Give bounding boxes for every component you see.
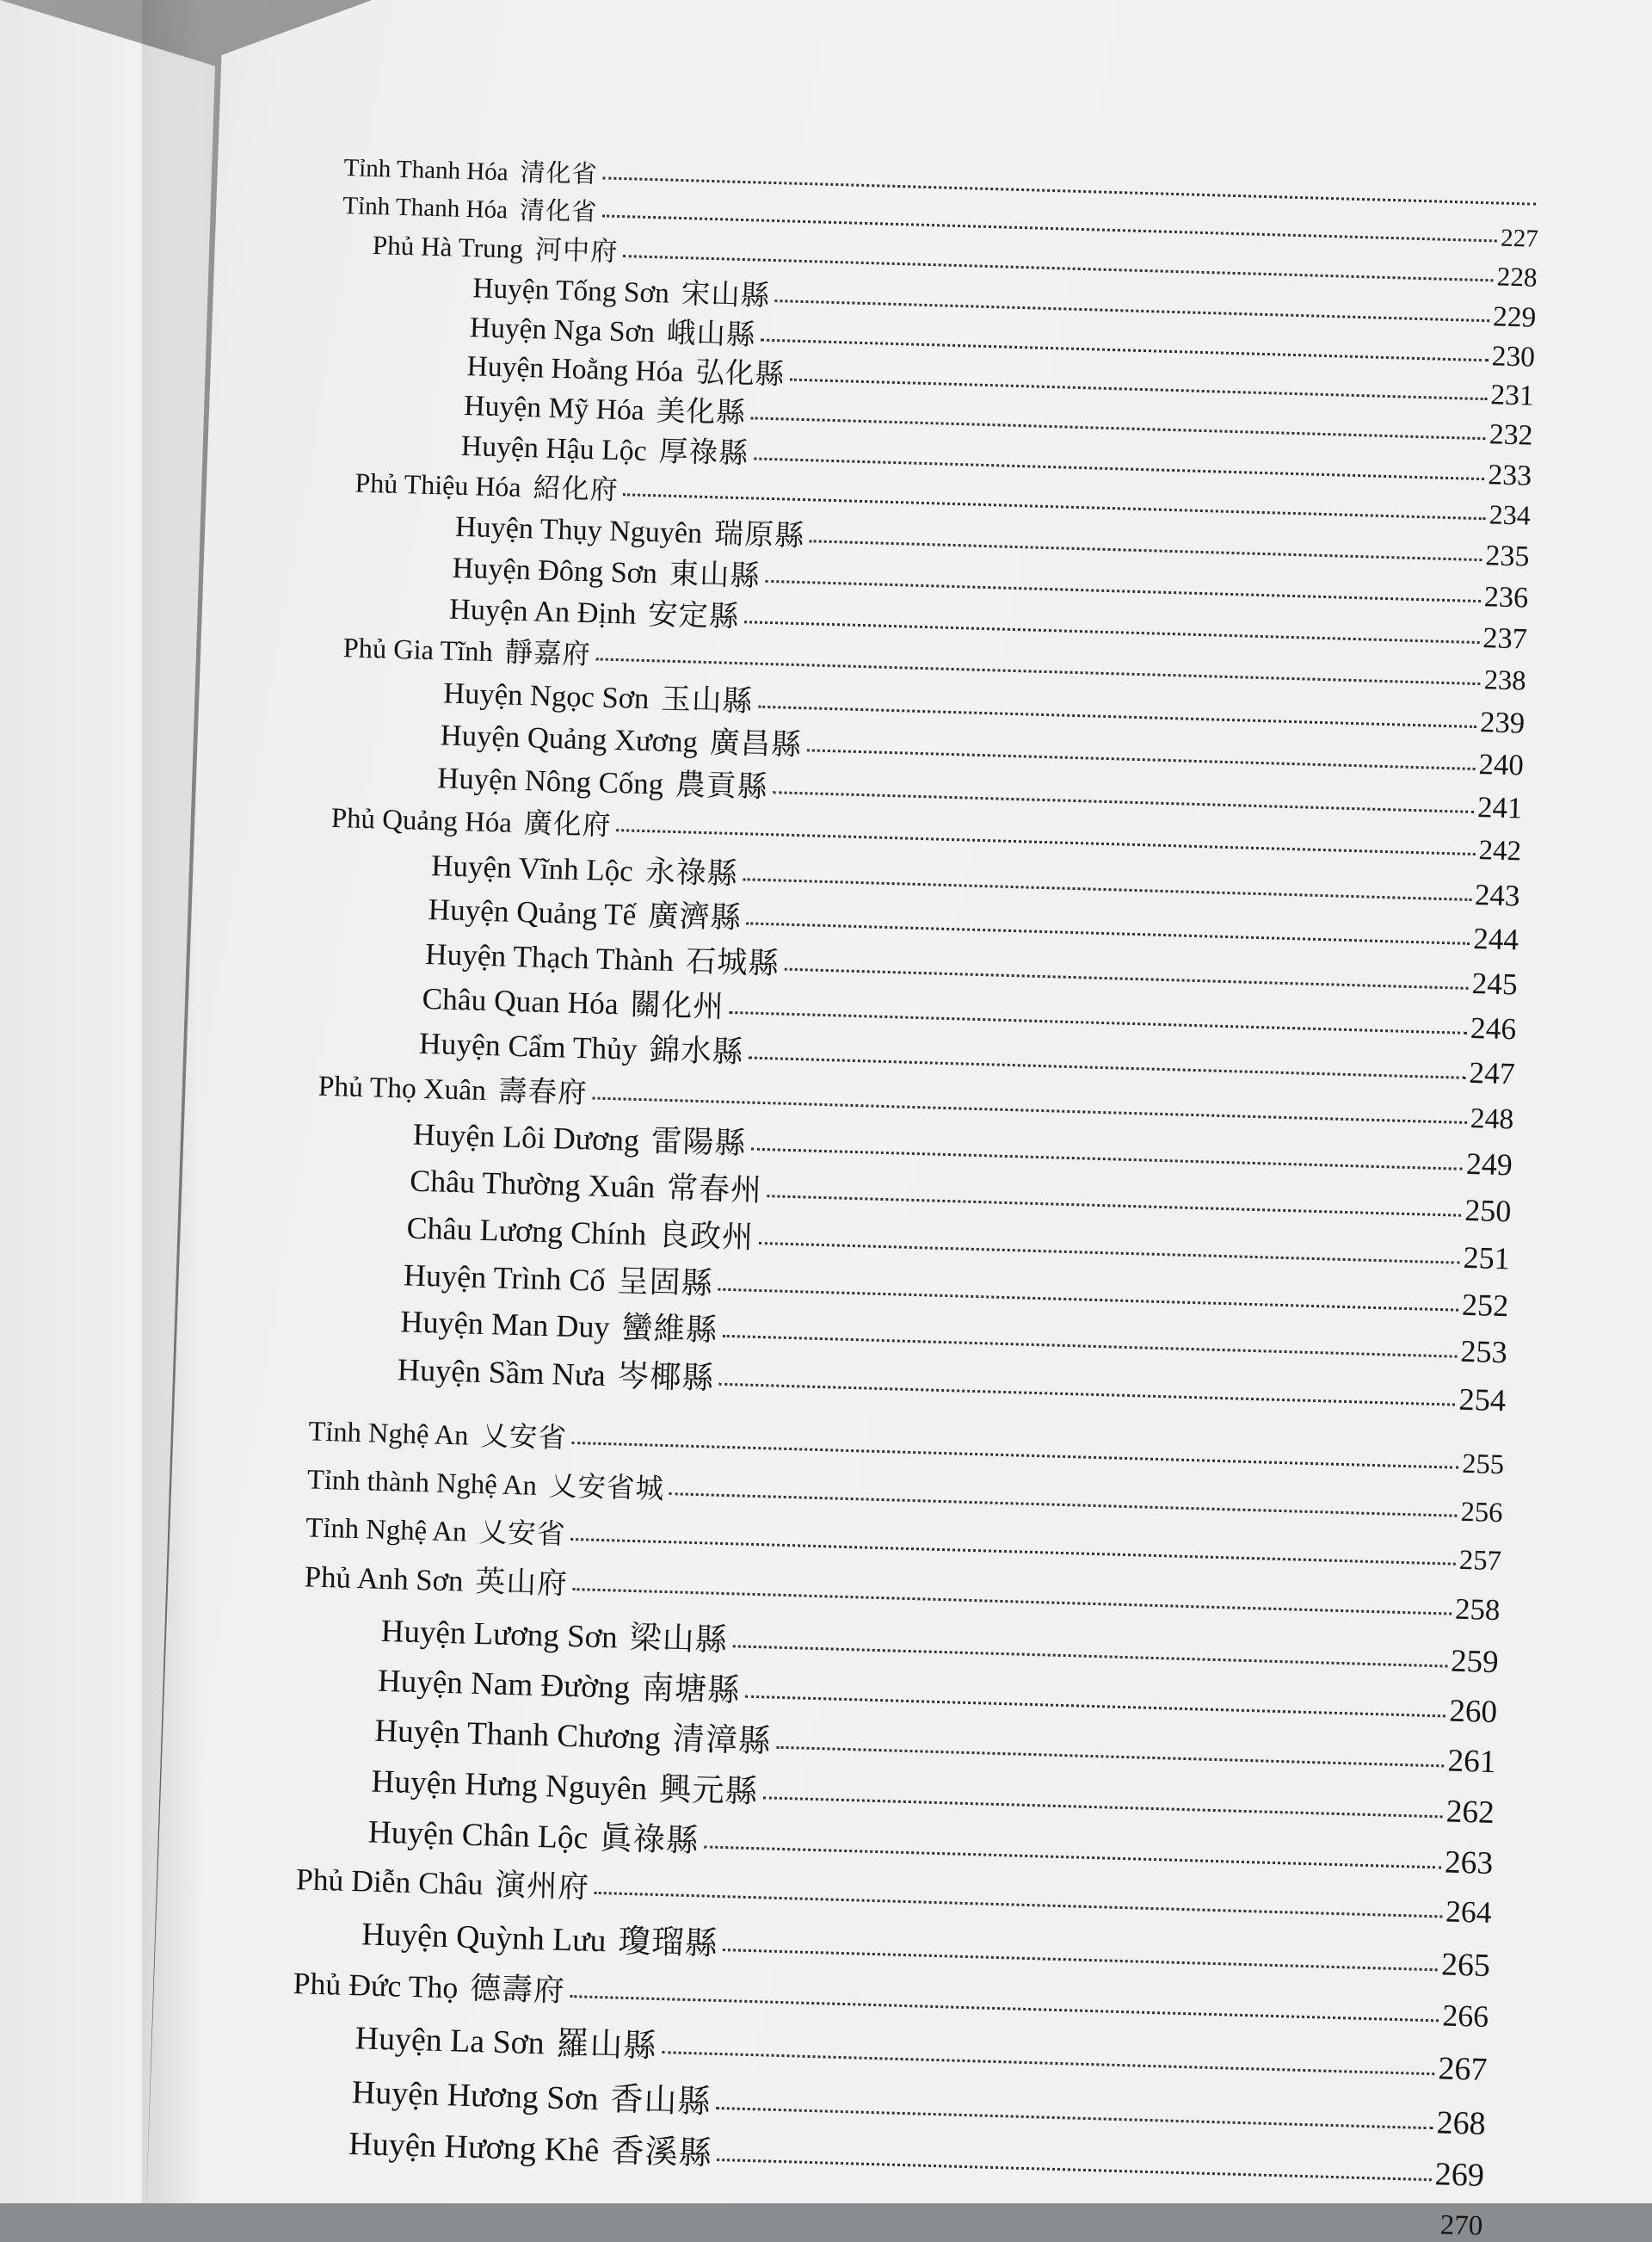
entry-title: Huyện Lôi Dương	[412, 1116, 640, 1158]
entry-hanzi: 乂安省	[478, 1516, 566, 1552]
entry-page-number: 247	[1468, 1055, 1516, 1091]
entry-title: Phủ Quảng Hóa	[330, 803, 513, 840]
entry-hanzi: 廣濟縣	[647, 898, 743, 936]
entry-title: Huyện Chân Lộc	[367, 1814, 589, 1856]
entry-title: Huyện Hương Khê	[348, 2126, 600, 2170]
entry-hanzi: 呈固縣	[616, 1262, 714, 1301]
entry-hanzi: 厚祿縣	[658, 434, 749, 471]
entry-title: Huyện Hoằng Hóa	[466, 350, 684, 389]
entry-hanzi: 廣昌縣	[709, 726, 803, 763]
entry-hanzi: 蠻維縣	[621, 1308, 718, 1350]
entry-hanzi: 興元縣	[658, 1769, 759, 1810]
entry-page-number: 263	[1444, 1844, 1494, 1881]
entry-page-number: 250	[1464, 1192, 1512, 1229]
entry-hanzi: 永祿縣	[644, 855, 739, 892]
entry-title: Huyện Quảng Xương	[440, 718, 699, 759]
entry-page-number: 234	[1489, 498, 1532, 531]
entry-hanzi: 雷陽縣	[650, 1123, 747, 1162]
entry-page-number: 258	[1454, 1592, 1501, 1627]
trailing-page-number: 270	[1439, 2209, 1483, 2242]
entry-page-number: 253	[1459, 1334, 1508, 1370]
entry-title: Huyện Trình Cố	[403, 1257, 607, 1298]
entry-title: Huyện Sầm Nưa	[397, 1352, 607, 1393]
entry-hanzi: 美化縣	[656, 393, 747, 430]
entry-title: Phủ Thọ Xuân	[317, 1070, 487, 1108]
entry-page-number: 257	[1458, 1545, 1502, 1578]
entry-hanzi: 岑椰縣	[617, 1356, 715, 1397]
entry-title: Huyện Lương Sơn	[380, 1613, 619, 1656]
entry-hanzi: 玉山縣	[660, 682, 754, 720]
entry-page-number: 266	[1441, 1998, 1489, 2034]
entry-page-number: 236	[1483, 581, 1529, 615]
entry-page-number: 227	[1500, 224, 1539, 253]
entry-page-number: 251	[1463, 1239, 1511, 1276]
entry-title: Tỉnh Nghệ An	[308, 1415, 469, 1452]
entry-title: Phủ Diễn Châu	[295, 1862, 484, 1902]
entry-hanzi: 乂安省	[479, 1418, 568, 1455]
entry-hanzi: 常春州	[666, 1170, 763, 1208]
entry-page-number: 256	[1460, 1496, 1503, 1529]
entry-page-number: 243	[1474, 878, 1521, 913]
entry-hanzi: 英山府	[474, 1565, 569, 1603]
entry-title: Huyện Thạch Thành	[424, 936, 675, 978]
entry-page-number: 228	[1496, 261, 1538, 293]
entry-title: Phủ Thiệu Hóa	[354, 466, 522, 503]
entry-page-number: 245	[1471, 966, 1519, 1002]
entry-hanzi: 關化州	[630, 986, 725, 1025]
entry-hanzi: 宋山縣	[681, 276, 771, 313]
entry-hanzi: 清化省	[520, 157, 599, 189]
entry-hanzi: 紹化府	[533, 471, 620, 506]
entry-hanzi: 南塘縣	[641, 1668, 741, 1709]
entry-title: Huyện Hưng Nguyên	[371, 1763, 648, 1807]
entry-page-number: 248	[1470, 1102, 1514, 1136]
entry-hanzi: 羅山縣	[556, 2024, 657, 2066]
entry-page-number: 242	[1478, 835, 1522, 868]
entry-hanzi: 石城縣	[685, 943, 780, 982]
entry-hanzi: 梁山縣	[629, 1618, 729, 1658]
entry-hanzi: 峨山縣	[666, 315, 756, 351]
entry-page-number: 233	[1487, 459, 1532, 492]
entry-hanzi: 演州府	[494, 1867, 590, 1905]
entry-title: Tỉnh Nghệ An	[305, 1512, 467, 1548]
entry-hanzi: 乂安省城	[548, 1468, 665, 1505]
entry-title: Tỉnh Thanh Hóa	[342, 191, 509, 225]
entry-page-number: 235	[1484, 540, 1531, 573]
entry-page-number: 252	[1461, 1287, 1509, 1323]
entry-page-number: 265	[1440, 1946, 1491, 1985]
entry-title: Huyện Hậu Lộc	[460, 429, 648, 467]
entry-hanzi: 香山縣	[609, 2079, 712, 2121]
entry-title: Huyện Hương Sơn	[351, 2073, 600, 2117]
entry-page-number: 241	[1476, 790, 1523, 825]
entry-hanzi: 瑞原縣	[713, 516, 805, 554]
entry-hanzi: 清化省	[519, 195, 598, 227]
entry-page-number: 240	[1478, 747, 1525, 782]
entry-title: Tỉnh thành Nghệ An	[306, 1464, 538, 1502]
entry-hanzi: 清漳縣	[672, 1719, 772, 1760]
entry-hanzi: 弘化縣	[694, 355, 786, 392]
entry-hanzi: 良政州	[657, 1217, 755, 1256]
entry-hanzi: 河中府	[534, 234, 619, 269]
entry-title: Châu Thường Xuân	[409, 1163, 656, 1205]
entry-title: Châu Quan Hóa	[422, 980, 620, 1022]
entry-title: Tỉnh Thanh Hóa	[343, 154, 509, 187]
entry-title: Huyện Cẩm Thủy	[418, 1026, 638, 1067]
entry-page-number: 260	[1448, 1693, 1498, 1730]
entry-title: Phủ Gia Tĩnh	[342, 632, 494, 668]
entry-title: Huyện Man Duy	[399, 1304, 611, 1345]
entry-hanzi: 德壽府	[469, 1970, 566, 2009]
entry-page-number: 231	[1489, 379, 1535, 412]
entry-title: Huyện Thụy Nguyên	[454, 510, 703, 550]
entry-page-number: 239	[1479, 705, 1526, 740]
entry-page-number: 259	[1450, 1643, 1500, 1680]
entry-title: Huyện Nông Cống	[436, 761, 664, 801]
entry-hanzi: 香溪縣	[610, 2132, 713, 2174]
entry-page-number: 254	[1458, 1381, 1507, 1418]
entry-hanzi: 瓊瑠縣	[617, 1921, 719, 1963]
entry-page-number: 232	[1489, 418, 1533, 452]
entry-title: Huyện Thanh Chương	[373, 1713, 662, 1757]
entry-title: Huyện Mỹ Hóa	[463, 390, 645, 428]
entry-hanzi: 東山縣	[669, 556, 761, 594]
entry-page-number: 269	[1434, 2156, 1485, 2195]
entry-title: Huyện La Sơn	[354, 2020, 546, 2062]
entry-title: Huyện Quảng Tế	[428, 892, 637, 933]
entry-page-number: 261	[1447, 1743, 1496, 1780]
entry-title: Huyện Nam Đường	[377, 1663, 631, 1706]
entry-title: Huyện An Định	[448, 592, 637, 631]
entry-page-number: 244	[1472, 922, 1519, 957]
entry-hanzi: 錦水縣	[649, 1032, 744, 1071]
entry-title: Huyện Tống Sơn	[472, 272, 670, 310]
entry-page-number: 230	[1491, 339, 1536, 374]
entry-hanzi: 安定縣	[647, 597, 740, 635]
entry-title: Châu Lương Chính	[406, 1210, 647, 1252]
entry-hanzi: 農貢縣	[675, 768, 769, 806]
entry-page-number: 255	[1461, 1448, 1505, 1480]
entry-page-number: 264	[1445, 1893, 1493, 1930]
entry-title: Huyện Ngọc Sơn	[442, 676, 650, 715]
entry-hanzi: 壽春府	[497, 1073, 589, 1110]
entry-hanzi: 廣化府	[523, 806, 613, 843]
entry-title: Huyện Đông Sơn	[452, 552, 658, 590]
entry-hanzi: 眞祿縣	[599, 1818, 700, 1859]
entry-title: Huyện Quỳnh Lưu	[361, 1916, 607, 1960]
entry-title: Phủ Hà Trung	[372, 230, 524, 265]
entry-page-number: 268	[1436, 2103, 1487, 2142]
entry-title: Phủ Đức Thọ	[293, 1965, 459, 2005]
entry-page-number: 262	[1446, 1794, 1495, 1831]
entry-page-number: 229	[1492, 300, 1537, 334]
entry-hanzi: 靜嘉府	[504, 635, 592, 670]
entry-page-number: 238	[1483, 664, 1526, 697]
entry-title: Huyện Nga Sơn	[469, 311, 656, 349]
entry-page-number: 237	[1482, 621, 1528, 656]
entry-page-number: 249	[1465, 1146, 1513, 1183]
entry-page-number: 267	[1437, 2050, 1488, 2089]
entry-page-number: 246	[1470, 1010, 1517, 1047]
entry-title: Huyện Vĩnh Lộc	[430, 849, 634, 888]
entry-title: Phủ Anh Sơn	[304, 1560, 465, 1598]
